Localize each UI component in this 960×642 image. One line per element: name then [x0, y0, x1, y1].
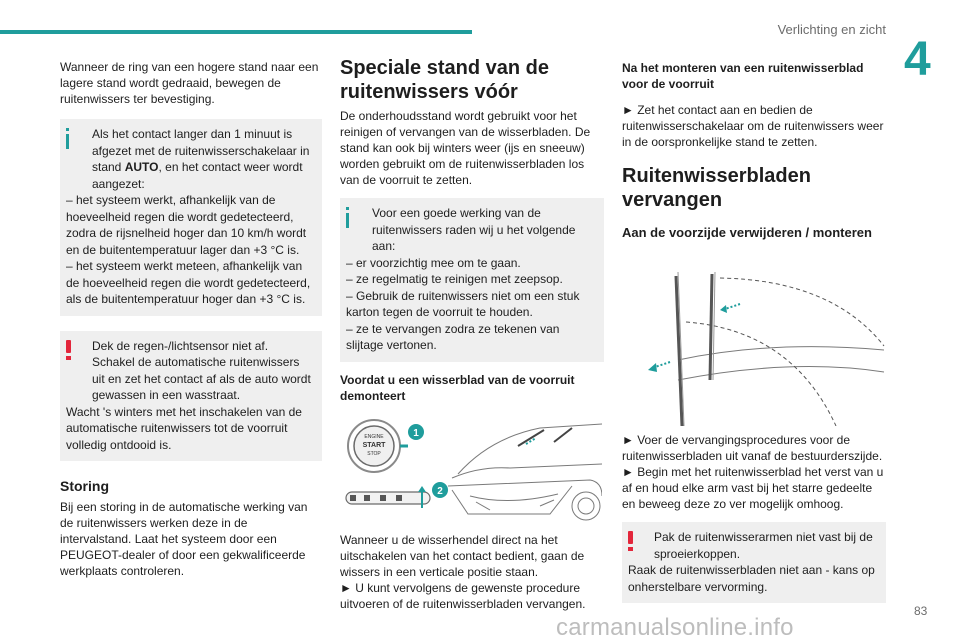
- auto-label: AUTO: [124, 160, 159, 174]
- replace-step-2: ► Begin met het ruitenwisserblad het verst van u af en houd elke arm vast bij het starre gedeelte en beweeg deze zo ver mogelijk omhoog.: [622, 465, 884, 511]
- wiper-service-figure: [340, 416, 602, 524]
- section-heading: Speciale stand van de ruitenwissers vóór: [340, 57, 549, 103]
- maintenance-paragraph: De onderhoudsstand wordt gebruikt voor het reinigen of vervangen van de wisserbladen. De stand kan ook bij winters weer (ijs en sneeuw) worden gebruikt om de ruitenwisserbladen los van de voorruit te zetten.: [340, 109, 591, 187]
- front-subheading: Aan de voorzijde verwijderen / monteren: [622, 225, 872, 240]
- info-icon: [346, 207, 349, 227]
- intro-paragraph: Wanneer de ring van een hogere stand naar een lagere stand wordt gedraaid, bewegen de ruitenwissers ter bevestiging.: [60, 60, 319, 106]
- watermark: carmanualsonline.info: [556, 614, 794, 641]
- info-box-auto: [60, 119, 322, 316]
- info-box-care: [340, 198, 604, 362]
- info-bullet: – ze regelmatig te reinigen met zeepsop.: [346, 272, 563, 286]
- motion-arcs: [686, 278, 884, 426]
- info-bullet: – ze te vervangen zodra ze tekenen van slijtage vertonen.: [346, 321, 560, 352]
- page-number: 83: [914, 604, 928, 618]
- warning-text: Pak de ruitenwisserarmen niet vast bij de sproeierkoppen.: [654, 530, 873, 561]
- info-bullet: – het systeem werkt meteen, afhankelijk van de hoeveelheid regen die wordt gedetecteerd, als de buitentemperatuur hoger dan +3 °C is.: [66, 259, 311, 306]
- storing-paragraph: Bij een storing in de automatische werking van de ruitenwissers werken deze in de intervalstand. Laat het systeem door een PEUGEOT-dealer of door een gekwalificeerde werkplaats controleren.: [60, 500, 308, 578]
- badge-2-label: 2: [437, 485, 443, 497]
- warning-icon: [628, 531, 633, 549]
- wiper-arm-illustration: [676, 272, 715, 426]
- info-text-2: , en het contact weer wordt aangezet:: [92, 160, 303, 191]
- storing-heading: Storing: [60, 478, 109, 494]
- wiper-stalk-illustration: [346, 486, 430, 508]
- header-accent-bar: [0, 30, 472, 34]
- wiper-lift-figure: [622, 250, 886, 426]
- column-2: [340, 56, 604, 612]
- subheading-mount: Na het monteren van een ruitenwisserblad voor de voorruit: [622, 61, 864, 91]
- chapter-number: 4: [904, 33, 931, 86]
- info-bullet: – het systeem werkt, afhankelijk van de hoeveelheid regen die wordt gedetecteerd, zodra de rijsnelheid hoger dan 10 km/h wordt en de buitentemperatuur lager dan +3 °C is.: [66, 193, 307, 257]
- warning-box-arms: [622, 522, 886, 603]
- warning-icon: [66, 340, 71, 358]
- warning-text: Schakel de automatische ruitenwissers uit en zet het contact af als de auto wordt gewassen in een wasstraat.: [92, 355, 311, 402]
- warning-text: Wacht 's winters met het inschakelen van de automatische ruitenwissers tot de voorruit volledig ontdooid is.: [66, 404, 302, 452]
- badge-1-label: 1: [413, 427, 419, 439]
- mount-step: ► Zet het contact aan en bedien de ruitenwisserschakelaar om de ruitenwissers weer in de oorspronkelijke stand te zetten.: [622, 103, 884, 149]
- info-text: Voor een goede werking van de ruitenwissers raden wij u het volgende aan:: [372, 206, 576, 253]
- column-3: [622, 56, 886, 603]
- info-icon: [66, 128, 69, 148]
- replace-heading: Ruitenwisserbladen vervangen: [622, 165, 811, 211]
- replace-step-1: ► Voer de vervangingsprocedures voor de ruitenwisserbladen uit vanaf de bestuurderszijde.: [622, 433, 883, 463]
- info-text: Als het contact langer dan 1 minuut is afgezet met de ruitenwisserschakelaar in stand: [92, 127, 310, 174]
- subheading-demount: Voordat u een wisserblad van de voorruit demonteert: [340, 372, 575, 403]
- warning-box-sensor: [60, 331, 322, 462]
- info-bullet: – Gebruik de ruitenwissers niet om een stuk karton tegen de voorruit te houden.: [346, 288, 580, 319]
- after-step: ► U kunt vervolgens de gewenste procedure uitvoeren of de ruitenwisserbladen vervangen.: [340, 580, 586, 611]
- after-paragraph: Wanneer u de wisserhendel direct na het uitschakelen van het contact bedient, gaan de wissers in een verticale positie staan.: [340, 532, 585, 579]
- warning-text: Dek de regen-/lichtsensor niet af.: [92, 338, 269, 353]
- engine-start-button-illustration: [348, 420, 408, 472]
- column-1: [60, 56, 322, 579]
- car-front-illustration: [448, 424, 602, 520]
- info-bullet: – er voorzichtig mee om te gaan.: [346, 255, 521, 270]
- start-label: START: [362, 441, 386, 449]
- warning-text: Raak de ruitenwisserbladen niet aan - kans op onherstelbare vervorming.: [628, 563, 875, 594]
- engine-label: ENGINE: [364, 433, 384, 440]
- section-title: Verlichting en zicht: [777, 22, 886, 37]
- stop-label: STOP: [367, 450, 381, 457]
